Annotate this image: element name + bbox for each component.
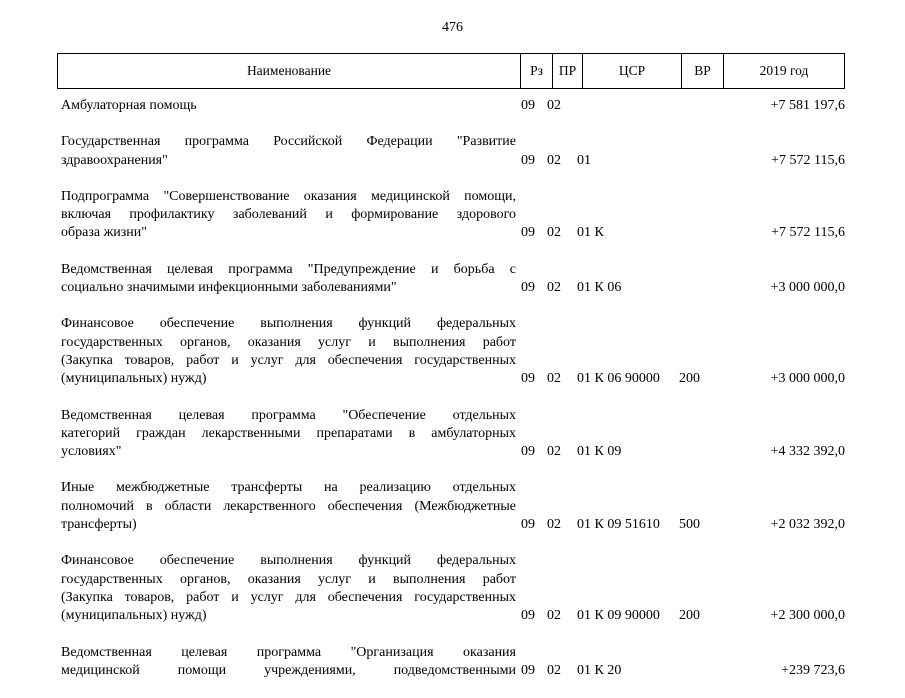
- row-name: [61, 552, 516, 625]
- row-csr: 01 К 09 90000: [577, 608, 660, 624]
- row-name-line: полномочий в области лекарственного обеспечения (Межбюджетные: [61, 498, 516, 514]
- row-name-line: Иные межбюджетные трансферты на реализацию отдельных: [61, 480, 516, 496]
- row-name-line: государственных органов, оказания услуг и выполнения работ: [61, 334, 516, 350]
- table-row: [61, 188, 845, 243]
- table-row: [61, 644, 845, 681]
- header-csr: ЦСР: [583, 54, 682, 88]
- row-name: [61, 407, 516, 462]
- row-value: +7 581 197,6: [770, 98, 845, 113]
- row-value: +2 032 392,0: [770, 517, 845, 533]
- row-pr: 02: [547, 662, 561, 678]
- table-row: [61, 552, 845, 625]
- row-name: [61, 133, 516, 170]
- row-name-line: здравоохранения": [61, 152, 168, 168]
- table-row: [61, 261, 845, 298]
- table-row: [61, 407, 845, 462]
- row-rz: 09: [521, 444, 535, 460]
- row-name: [61, 261, 516, 298]
- row-name-line: трансферты): [61, 517, 137, 533]
- row-name-line: Ведомственная целевая программа "Организация оказания: [61, 644, 516, 660]
- row-pr: 02: [547, 98, 561, 113]
- row-pr: 02: [547, 608, 561, 624]
- header-pr: ПР: [553, 54, 583, 88]
- row-csr: 01 К 06 90000: [577, 371, 660, 387]
- table-row: [61, 133, 845, 170]
- row-value: +2 300 000,0: [770, 608, 845, 624]
- row-name: [61, 188, 516, 243]
- row-name-line: (муниципальных) нужд): [61, 371, 207, 387]
- row-name: [61, 479, 516, 534]
- row-name-line: Государственная программа Российской Федерации "Развитие: [61, 134, 516, 150]
- row-name: [61, 97, 516, 115]
- row-csr: 01 К 09 51610: [577, 517, 660, 533]
- row-pr: 02: [547, 280, 561, 296]
- row-csr: 01 К 06: [577, 280, 622, 296]
- row-csr: 01 К 09: [577, 444, 622, 460]
- row-rz: 09: [521, 517, 535, 533]
- row-rz: 09: [521, 662, 535, 678]
- row-value: +3 000 000,0: [770, 371, 845, 387]
- row-name-line: медицинской помощи учреждениями, подведомственными: [61, 662, 516, 678]
- row-rz: 09: [521, 371, 535, 387]
- row-name-line: включая профилактику заболеваний и формирование здорового: [61, 207, 516, 223]
- row-csr: 01: [577, 152, 591, 168]
- row-name-line: Финансовое обеспечение выполнения функций федеральных: [61, 553, 516, 569]
- row-name-line: условиях": [61, 444, 122, 460]
- row-name-line: категорий граждан лекарственными препаратами в амбулаторных: [61, 425, 516, 441]
- row-name-line: Ведомственная целевая программа "Обеспечение отдельных: [61, 407, 516, 423]
- header-rz: Рз: [521, 54, 553, 88]
- row-value: +3 000 000,0: [770, 280, 845, 296]
- table-header: [57, 53, 845, 89]
- table-body: [61, 97, 845, 698]
- header-vr: ВР: [682, 54, 724, 88]
- row-name-line: Амбулаторная помощь: [61, 98, 197, 113]
- header-name: Наименование: [58, 54, 521, 88]
- row-name-line: социально значимыми инфекционными заболеваниями": [61, 280, 397, 296]
- row-name-line: (Закупка товаров, работ и услуг для обеспечения государственных: [61, 589, 516, 605]
- row-rz: 09: [521, 608, 535, 624]
- row-name-line: Подпрограмма "Совершенствование оказания медицинской помощи,: [61, 188, 516, 204]
- table-row: [61, 479, 845, 534]
- row-csr: 01 К: [577, 225, 604, 241]
- table-row: [61, 97, 845, 115]
- row-name: [61, 315, 516, 388]
- row-pr: 02: [547, 444, 561, 460]
- row-pr: 02: [547, 517, 561, 533]
- row-value: +7 572 115,6: [771, 225, 845, 241]
- row-rz: 09: [521, 225, 535, 241]
- row-rz: 09: [521, 280, 535, 296]
- row-csr: 01 К 20: [577, 662, 622, 678]
- row-value: +239 723,6: [781, 662, 845, 678]
- row-name: [61, 644, 516, 681]
- page-number: 476: [442, 20, 463, 35]
- row-pr: 02: [547, 371, 561, 387]
- table-row: [61, 315, 845, 388]
- header-year: 2019 год: [759, 63, 809, 78]
- row-vr: 500: [679, 517, 700, 533]
- row-value: +7 572 115,6: [771, 152, 845, 168]
- row-value: +4 332 392,0: [770, 444, 845, 460]
- row-name-line: образа жизни": [61, 225, 147, 241]
- row-rz: 09: [521, 152, 535, 168]
- row-name-line: (Закупка товаров, работ и услуг для обеспечения государственных: [61, 352, 516, 368]
- row-name-line: Финансовое обеспечение выполнения функций федеральных: [61, 316, 516, 332]
- row-pr: 02: [547, 152, 561, 168]
- row-rz: 09: [521, 98, 535, 113]
- row-name-line: государственных органов, оказания услуг и выполнения работ: [61, 571, 516, 587]
- row-vr: 200: [679, 371, 700, 387]
- row-pr: 02: [547, 225, 561, 241]
- row-name-line: (муниципальных) нужд): [61, 608, 207, 624]
- row-name-line: Ведомственная целевая программа "Предупреждение и борьба с: [61, 261, 516, 277]
- row-vr: 200: [679, 608, 700, 624]
